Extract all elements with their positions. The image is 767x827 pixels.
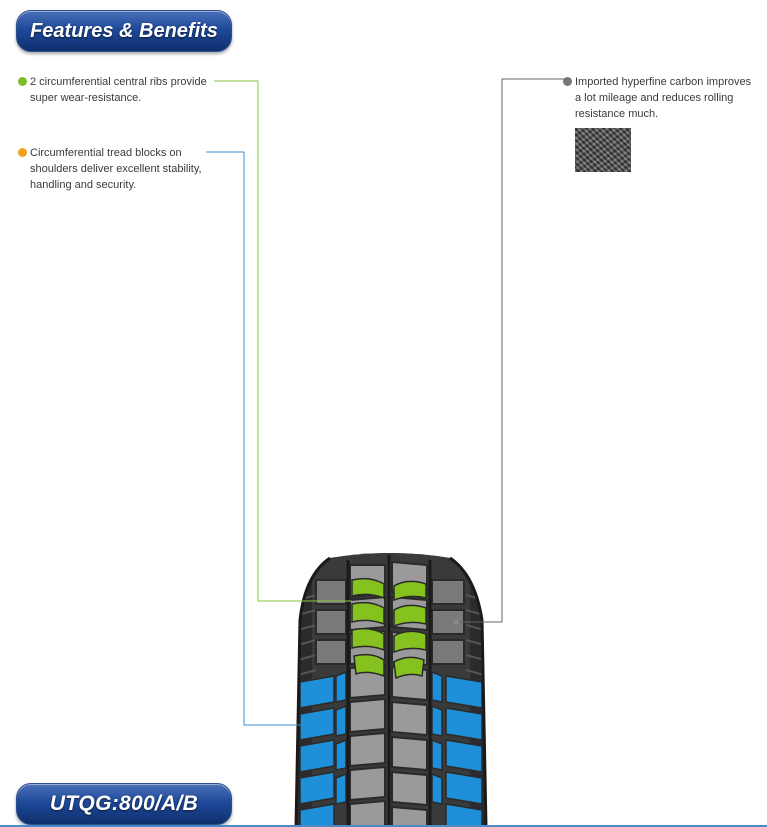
ribs-leader-line	[214, 81, 352, 601]
carbon-leader-line	[456, 79, 566, 622]
carbon-pointer-dot-icon	[453, 619, 459, 625]
page-title: Features & Benefits	[30, 19, 218, 42]
feature-text: 2 circumferential central ribs provide super wear-resistance.	[30, 76, 207, 104]
utqg-rating: UTQG:800/A/B	[49, 792, 199, 815]
tire-tread-icon	[296, 550, 486, 827]
utqg-banner	[16, 783, 232, 825]
feature-text: Imported hyperfine carbon improves a lot mileage and reduces rolling resistance much.	[575, 76, 752, 120]
shoulder-leader-line	[206, 152, 302, 725]
feature-text: Circumferential tread blocks on shoulders deliver excellent stability, handling and security.	[30, 147, 202, 191]
